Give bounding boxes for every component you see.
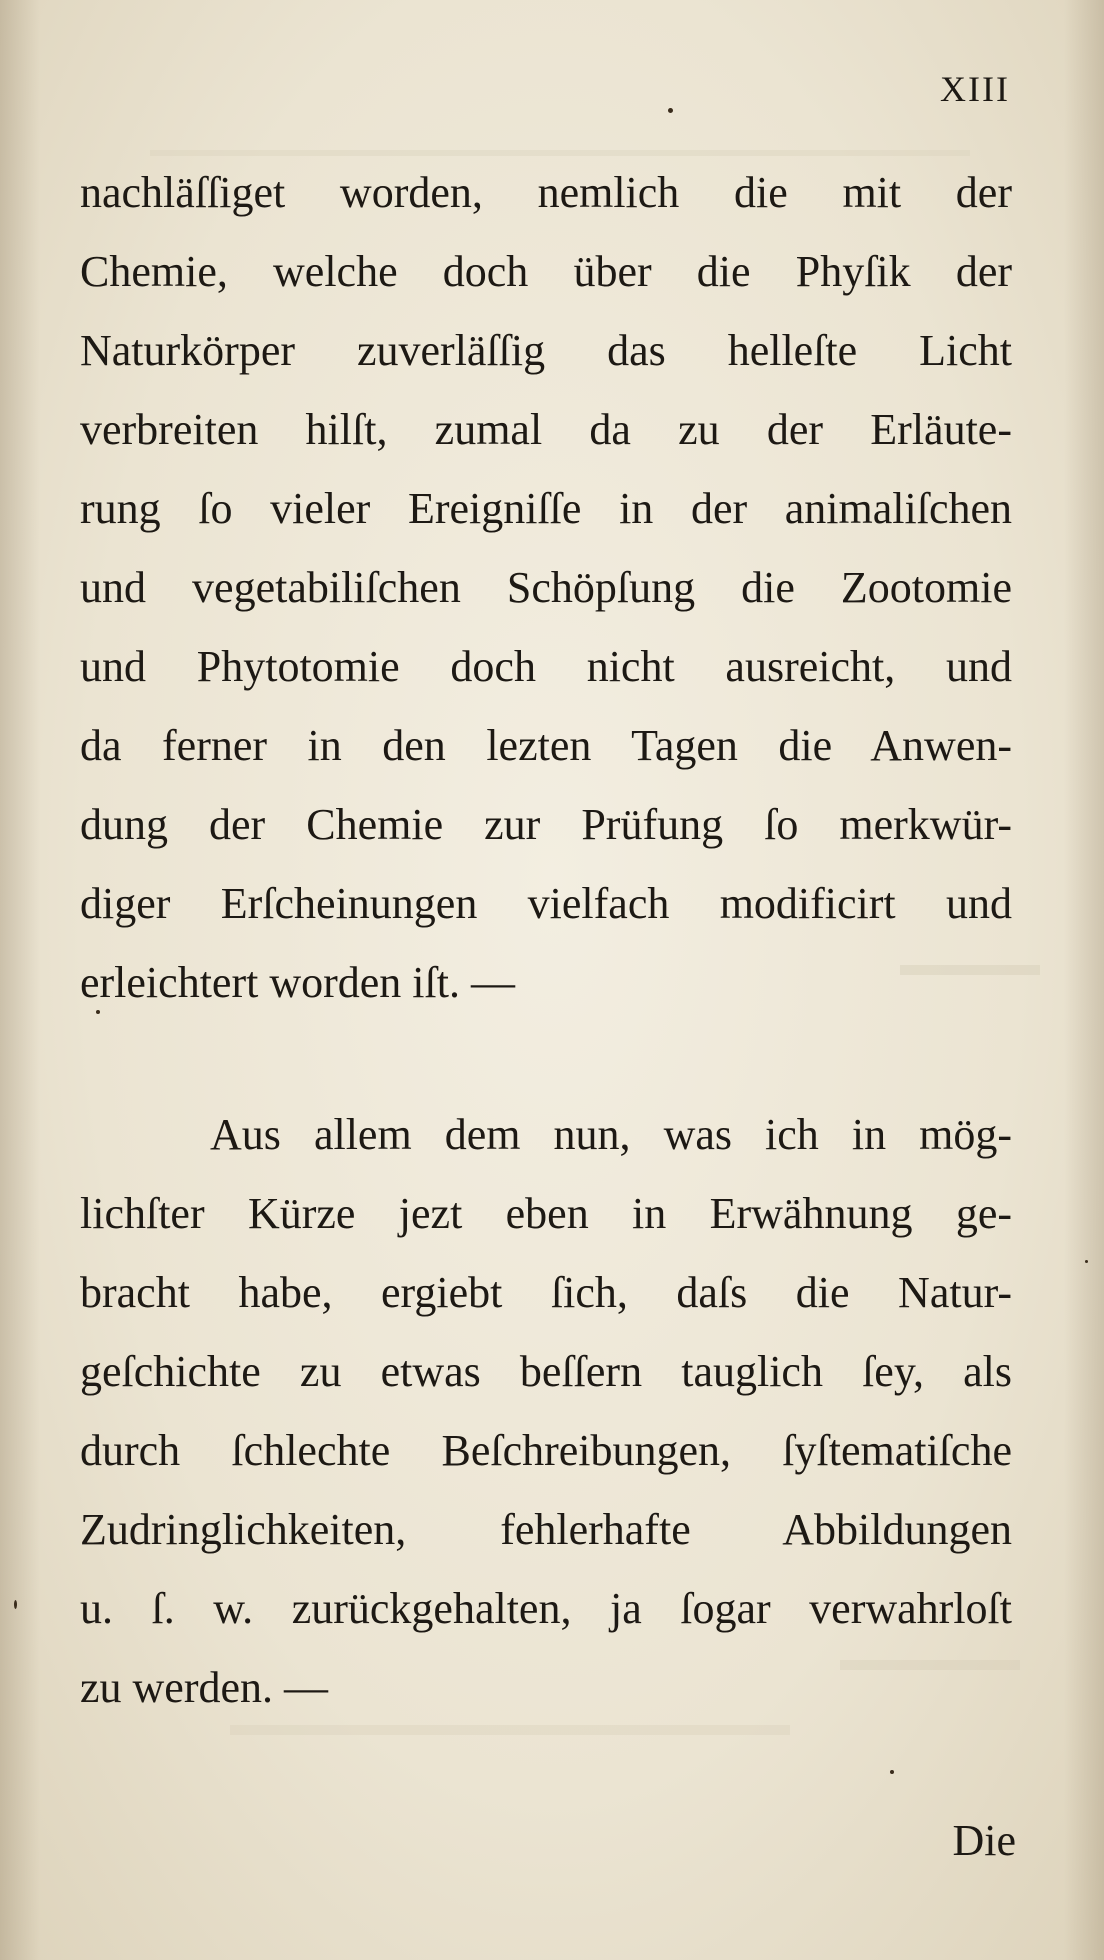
text-line: Chemie, welche doch über die Phyſik der <box>80 247 1012 296</box>
text-line: u. ſ. w. zurückgehalten, ja ſogar verwahrloſt <box>80 1584 1012 1633</box>
paragraph-2 <box>80 1095 1012 1727</box>
page-gutter-shadow <box>0 0 40 1960</box>
paper-speck <box>14 1600 17 1609</box>
text-line: und Phytotomie doch nicht ausreicht, und <box>80 642 1012 691</box>
text-line: lichſter Kürze jezt eben in Erwähnung ge- <box>80 1189 1012 1238</box>
paragraph-1 <box>80 153 1012 1022</box>
text-line: geſchichte zu etwas beſſern tauglich ſey, als <box>80 1347 1012 1396</box>
page-edge-shadow <box>1064 0 1104 1960</box>
text-line: diger Erſcheinungen vielfach modificirt und <box>80 879 1012 928</box>
text-line: zu werden. — <box>80 1663 329 1712</box>
text-line: und vegetabiliſchen Schöpſung die Zootomie <box>80 563 1012 612</box>
text-line: Zudringlichkeiten, fehlerhafte Abbildungen <box>80 1505 1012 1554</box>
paper-speck <box>890 1770 894 1774</box>
text-line: nachläſſiget worden, nemlich die mit der <box>80 168 1012 217</box>
paper-speck <box>1085 1260 1088 1263</box>
text-line: dung der Chemie zur Prüfung ſo merkwür- <box>80 800 1012 849</box>
text-line: Naturkörper zuverläſſig das helleſte Licht <box>80 326 1012 375</box>
text-line: rung ſo vieler Ereigniſſe in der animaliſchen <box>80 484 1012 533</box>
catchword: Die <box>952 1816 1016 1865</box>
text-line: bracht habe, ergiebt ſich, daſs die Natur- <box>80 1268 1012 1317</box>
paper-speck <box>96 1010 100 1014</box>
text-line: erleichtert worden iſt. — <box>80 958 515 1007</box>
text-line: durch ſchlechte Beſchreibungen, ſyſtematiſche <box>80 1426 1012 1475</box>
paper-speck <box>668 108 673 113</box>
text-line: Aus allem dem nun, was ich in mög- <box>210 1110 1012 1159</box>
page-number: XIII <box>940 69 1010 109</box>
text-line: verbreiten hilſt, zumal da zu der Erläute- <box>80 405 1012 454</box>
text-line: da ferner in den lezten Tagen die Anwen- <box>80 721 1012 770</box>
